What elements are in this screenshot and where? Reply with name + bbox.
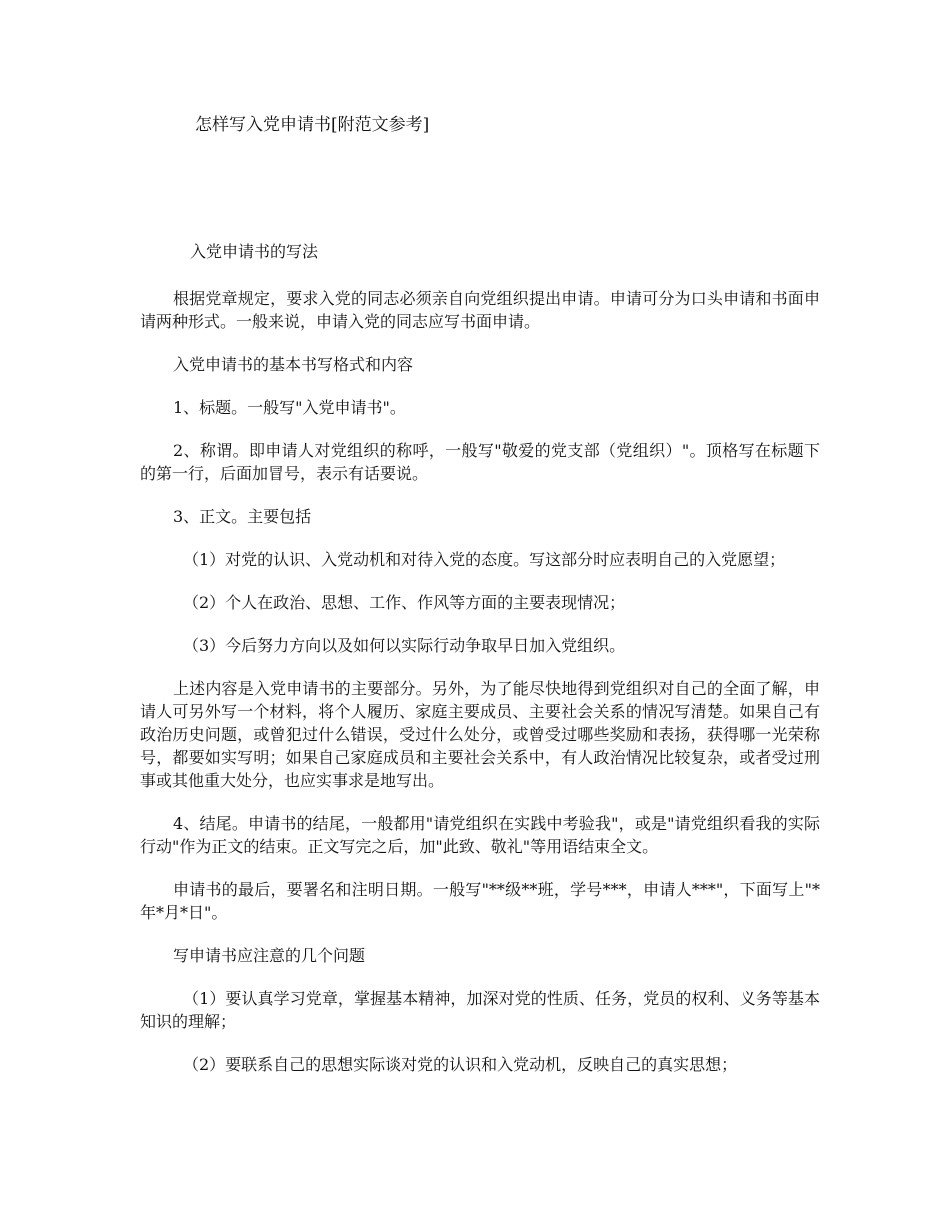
section-heading: 入党申请书的基本书写格式和内容 xyxy=(173,355,414,374)
paragraph: 4、结尾。申请书的结尾，一般都用"请党组织在实践中考验我"，或是"请党组织看我的实际行动"作为正文的结束。正文写完之后，加"此致、敬礼"等用语结束全文。 xyxy=(140,814,820,856)
paragraph: 根据党章规定，要求入党的同志必须亲自向党组织提出申请。申请可分为口头申请和书面申请两种形式。一般来说，申请入党的同志应写书面申请。 xyxy=(140,289,820,331)
document-title: 怎样写入党申请书[附范文参考] xyxy=(195,115,430,135)
list-item: （2）个人在政治、思想、工作、作风等方面的主要表现情况； xyxy=(183,593,626,612)
list-item: （1）对党的认识、入党动机和对待入党的态度。写这部分时应表明自己的入党愿望； xyxy=(183,550,786,569)
section-heading: 写申请书应注意的几个问题 xyxy=(173,946,366,965)
paragraph: 2、称谓。即申请人对党组织的称呼，一般写"敬爱的党支部（党组织）"。顶格写在标题下的第一行，后面加冒号，表示有话要说。 xyxy=(140,441,820,483)
paragraph: 1、标题。一般写"入党申请书"。 xyxy=(173,398,406,417)
document-body xyxy=(140,240,820,1096)
list-item: （1）要认真学习党章，掌握基本精神，加深对党的性质、任务，党员的权利、义务等基本知识的理解； xyxy=(140,989,820,1031)
list-item: （2）要联系自己的思想实际谈对党的认识和入党动机，反映自己的真实思想； xyxy=(183,1055,738,1074)
list-item: （3）今后努力方向以及如何以实际行动争取早日加入党组织。 xyxy=(183,636,626,655)
paragraph: 上述内容是入党申请书的主要部分。另外，为了能尽快地得到党组织对自己的全面了解，申请人可另外写一个材料，将个人履历、家庭主要成员、主要社会关系的情况写清楚。如果自己有政治历史问题，或曾犯过什么错误，受过什么处分，或曾受过哪些奖励和表扬，获得哪一光荣称号，都要如实写明；如果自己家庭成员和主要社会关系中，有人政治情况比较复杂，或者受过刑事或其他重大处分，也应实事求是地写出。 xyxy=(140,679,820,790)
paragraph: 3、正文。主要包括 xyxy=(173,507,312,526)
section-heading: 入党申请书的写法 xyxy=(190,242,319,261)
paragraph: 申请书的最后，要署名和注明日期。一般写"**级**班，学号***，申请人***"，下面写上"*年*月*日"。 xyxy=(140,880,820,922)
